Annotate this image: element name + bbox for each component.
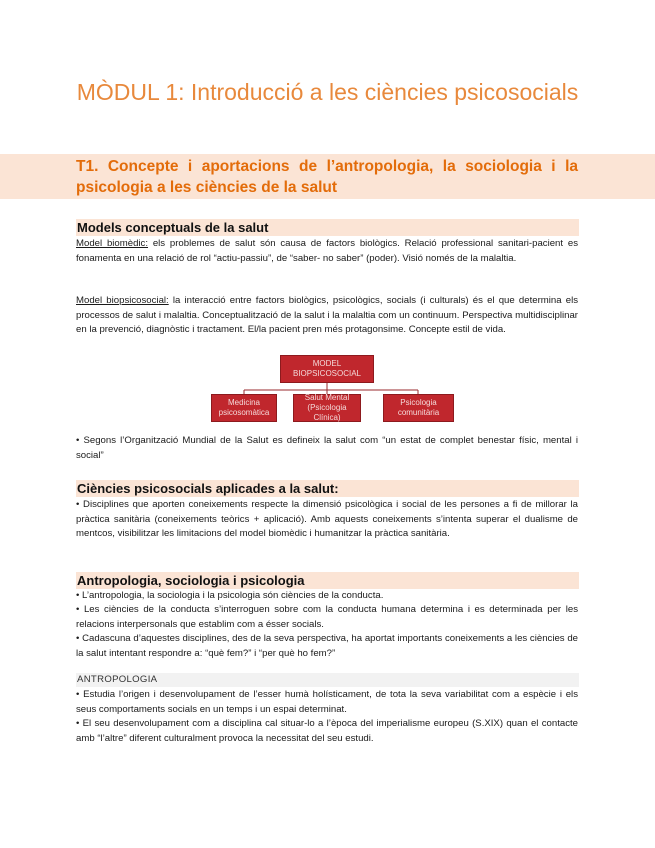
diagram-box-medicina: Medicina psicosomàtica — [211, 394, 277, 422]
bullet-cadascuna: • Cadascuna d’aquestes disciplines, des de la seva perspectiva, ha aportat importants coneixements a les ciències de la salut intentant respondre a: “què fem?” i “per què ho fem?” — [76, 633, 578, 659]
text-biopsicosocial: la interacció entre factors biològics, psicològics, socials (i culturals) és el que determina els processos de salut i malaltia. Conceptualització de la salut i la malaltia com un continuum. Perspectiva multidisciplinar en la prevenció, diagnòstic i tractament. El/la pacient pren més protagonsime. Concepte estil de vida. — [76, 295, 579, 336]
bullet-interroguen: • Les ciències de la conducta s’interroguen sobre com la conducta humana determina i es determinada per les relacions interpersonals que establim com a ésser socials. — [76, 604, 578, 630]
paragraph-biomedic — [76, 237, 578, 266]
section-heading-ciencies: Ciències psicosocials aplicades a la salut: — [76, 480, 579, 497]
paragraph-ciencies: • Disciplines que aporten coneixements respecte la dimensió psicològica i social de les persones a fi de millorar la pràctica sanitària (coneixements teòrics + aplicació). Amb aquests coneixements s’intenta superar el dualisme de mentcos, visibilitzar les limitacions del model biomèdic i humanitzar la pràctica sanitària. — [76, 499, 578, 540]
section-heading-antro: Antropologia, sociologia i psicologia — [76, 572, 579, 589]
paragraph-biopsicosocial — [76, 294, 578, 338]
diagram-root-box: MODEL BIOPSICOSOCIAL — [280, 355, 374, 383]
bullet-origen: • Estudia l’origen i desenvolupament de l’esser humà holísticament, de tota la seva variabilitat com a espècie i els seus comportaments socials en un temps i un espai determinat. — [76, 689, 578, 715]
bullet-desenvolupament: • El seu desenvolupament com a disciplina cal situar-lo a l’època del imperialisme europeu (S.XIX) quan el contacte amb “l’altre” diferent culturalment provoca la necessitat del seu estudi. — [76, 718, 578, 744]
page-title: MÒDUL 1: Introducció a les ciències psicosocials — [76, 79, 579, 105]
term-biopsicosocial: Model biopsicosocial: — [76, 295, 169, 306]
diagram-box-salut-mental: Salut Mental (Psicologia Clínica) — [293, 394, 361, 422]
term-biomedic: Model biomèdic: — [76, 238, 149, 249]
topic-title: T1. Concepte i aportacions de l’antropologia, la sociologia i la psicologia a les ciències de la salut — [76, 158, 578, 196]
text-biomedic: els problemes de salut són causa de factors biològics. Relació professional sanitari-pacient es fonamenta en una relació de rol “actiu-passiu”, de “saber- no saber” (poder). Visió només de la malaltia. — [76, 238, 579, 264]
subheading-antropologia: ANTROPOLOGIA — [76, 673, 579, 687]
paragraph-oms: • Segons l’Organització Mundial de la Salut es defineix la salut com “un estat de complet benestar físic, mental i social” — [76, 435, 578, 461]
bullet-conducta: • L’antropologia, la sociologia i la psicologia són ciències de la conducta. — [76, 590, 384, 601]
section-heading-models: Models conceptuals de la salut — [76, 219, 579, 236]
diagram-box-psicologia-comunitaria: Psicologia comunitària — [383, 394, 454, 422]
